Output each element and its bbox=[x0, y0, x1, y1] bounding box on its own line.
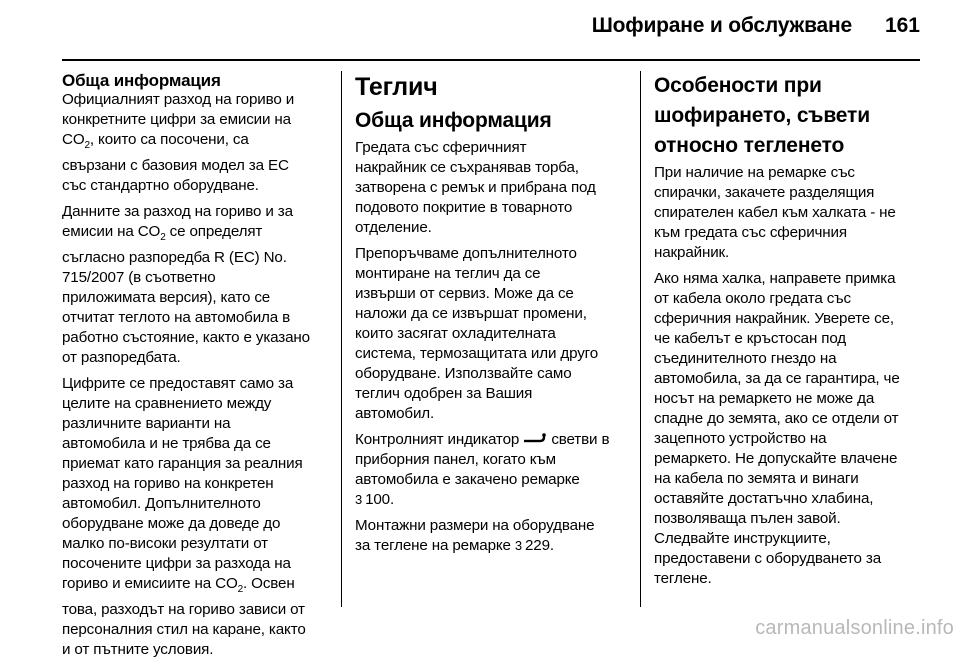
text-line: приложимата версия), като се bbox=[62, 289, 271, 307]
text-line: конкретните цифри за емисии на bbox=[62, 111, 291, 128]
text-line: Следвайте инструкциите, bbox=[654, 530, 831, 547]
text-line: 3 100. bbox=[355, 491, 395, 508]
text-line: предоставени с оборудването за bbox=[654, 550, 882, 567]
text-line: автомобила и не трябва да се bbox=[62, 435, 271, 453]
text-line: приборния панел, когато към bbox=[355, 451, 556, 468]
text-line: Официалният разход на гориво и bbox=[62, 91, 295, 108]
column-divider bbox=[341, 71, 342, 607]
text-line: Ако няма халка, направете примка bbox=[654, 270, 896, 287]
text-line: 715/2007 (в съответно bbox=[62, 269, 216, 287]
text-line: посочените цифри за разхода на bbox=[62, 555, 291, 573]
text-line: теглене. bbox=[654, 570, 712, 587]
text-line: ремаркето. Не допускайте влачене bbox=[654, 450, 898, 467]
page-reference-icon: 3 bbox=[355, 492, 363, 507]
text-line: автомобила, за да се гарантира, че bbox=[654, 370, 900, 387]
column-fuel-info bbox=[62, 71, 332, 666]
text-line: свързани с базовия модел за ЕС bbox=[62, 157, 289, 175]
text-line: отделение. bbox=[355, 219, 432, 236]
paragraph bbox=[355, 244, 631, 424]
header-title: Шофиране и обслужване bbox=[591, 14, 852, 37]
text-line: емисии на $CO_2$ се определят bbox=[62, 223, 263, 244]
text-line: наложи да се извършат промени, bbox=[355, 305, 587, 322]
text-line: Монтажни размери на оборудване bbox=[355, 517, 595, 534]
text-line: които засягат охладителната bbox=[355, 325, 556, 342]
text-line: целите на сравнението между bbox=[62, 395, 272, 413]
text-line: При наличие на ремарке със bbox=[654, 164, 855, 181]
paragraph bbox=[62, 202, 332, 368]
text-line: спирачки, закачете разделящия bbox=[654, 184, 875, 201]
text-line: Цифрите се предоставят само за bbox=[62, 375, 294, 393]
text-line: че кабелът е кръстосан под bbox=[654, 330, 847, 347]
page-header bbox=[0, 0, 960, 60]
column-towing-tips bbox=[654, 71, 922, 595]
text-line: съединителното гнездо на bbox=[654, 350, 837, 367]
paragraph bbox=[654, 163, 922, 263]
text-line: теглич одобрен за Вашия bbox=[355, 385, 533, 402]
header-divider bbox=[62, 59, 920, 61]
text-line: от кабела около гредата със bbox=[654, 290, 851, 307]
text-line: спирателен кабел към халката - не bbox=[654, 204, 896, 221]
text-line: сферичния накрайник. Уверете се, bbox=[654, 310, 894, 327]
text-line: работно състояние, както е указано bbox=[62, 329, 310, 347]
page-number: 161 bbox=[884, 14, 920, 37]
text-line: малко по-високи резултати от bbox=[62, 535, 268, 553]
text-line: това, разходът на гориво зависи от bbox=[62, 601, 305, 619]
text-line: спадне до земята, ако се отдели от bbox=[654, 410, 899, 427]
text-line: подовото покритие в товарното bbox=[355, 199, 573, 216]
paragraph bbox=[62, 374, 332, 660]
text-line: автомобил. bbox=[355, 405, 435, 422]
trailer-indicator-icon bbox=[523, 433, 547, 445]
section-heading: Обща информация bbox=[62, 71, 221, 90]
column-divider bbox=[640, 71, 641, 607]
text-line: затворена с ремък и прибрана под bbox=[355, 179, 596, 196]
text-line: със стандартно оборудване. bbox=[62, 177, 259, 195]
text-line: накрайник. bbox=[654, 244, 730, 261]
text-line: система, термозащитата или друго bbox=[355, 345, 598, 362]
text-line: приемат като гаранция за реалния bbox=[62, 455, 303, 473]
text-line: извърши от сервиз. Може да се bbox=[355, 285, 574, 302]
text-line: автомобил. Допълнителното bbox=[62, 495, 261, 513]
text-line: зацепното устройство на bbox=[654, 430, 827, 447]
text-line: монтиране на теглич да се bbox=[355, 265, 541, 282]
text-line: Данните за разход на гориво и за bbox=[62, 203, 293, 221]
text-line: на кабела по земята и винаги bbox=[654, 470, 859, 487]
text-line: Контролният индикатор светви в bbox=[355, 431, 610, 448]
paragraph bbox=[62, 90, 332, 196]
text-line: $CO_2$, които са посочени, са bbox=[62, 131, 249, 152]
paragraph bbox=[654, 269, 922, 589]
page-reference-icon: 3 bbox=[514, 538, 522, 553]
text-line: позволяваща пълен завой. bbox=[654, 510, 841, 527]
paragraph bbox=[355, 138, 631, 238]
text-line: гориво и емисиите на $CO_2$. Освен bbox=[62, 575, 295, 596]
watermark: carmanualsonline.info bbox=[755, 617, 954, 639]
text-line: различните варианти на bbox=[62, 415, 231, 433]
text-line: автомобила е закачено ремарке bbox=[355, 471, 580, 488]
text-line: персоналния стил на каране, както bbox=[62, 621, 306, 639]
text-line: оборудване. Използвайте само bbox=[355, 365, 572, 382]
section-heading: Особености при шофирането, съвети относно тегленето bbox=[654, 74, 870, 157]
text-line: носът на ремаркето не може да bbox=[654, 390, 875, 407]
section-heading: Обща информация bbox=[355, 109, 552, 132]
text-line: съгласно разпоредба R (EC) No. bbox=[62, 249, 287, 267]
text-line: оборудване може да доведе до bbox=[62, 515, 281, 533]
text-line: отчитат теглото на автомобила в bbox=[62, 309, 291, 327]
text-line: оставяйте достатъчно хлабина, bbox=[654, 490, 874, 507]
paragraph bbox=[355, 516, 631, 556]
chapter-title: Теглич bbox=[355, 73, 438, 101]
text-line: разход на гориво на конкретен bbox=[62, 475, 274, 493]
text-line: Препоръчваме допълнителното bbox=[355, 245, 577, 262]
text-line: за теглене на ремарке 3 229. bbox=[355, 537, 554, 554]
text-line: Гредата със сферичният bbox=[355, 139, 527, 156]
text-line: към гредата със сферичния bbox=[654, 224, 847, 241]
text-line: от разпоредбата. bbox=[62, 349, 181, 367]
paragraph bbox=[355, 430, 631, 510]
text-line: и от пътните условия. bbox=[62, 641, 214, 659]
text-line: накрайник се съхранявав торба, bbox=[355, 159, 579, 176]
column-towbar bbox=[355, 71, 631, 562]
